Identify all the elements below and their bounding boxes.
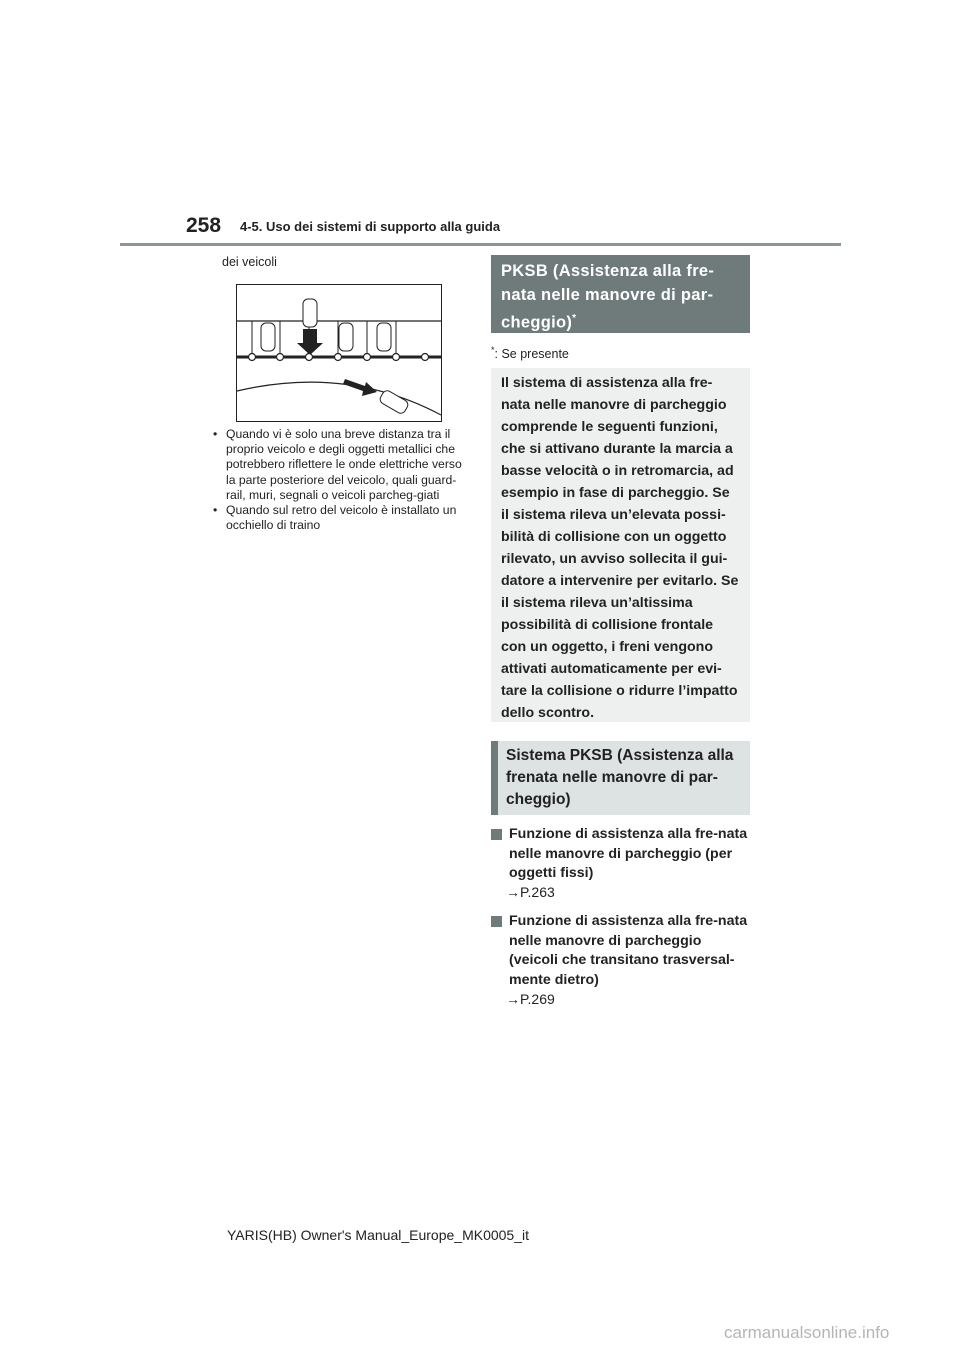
square-bullet-icon	[491, 916, 502, 927]
pksb-heading	[491, 255, 750, 333]
page-number: 258	[186, 214, 222, 237]
header-divider	[120, 243, 841, 246]
function-title: Funzione di assistenza alla fre-nata nelle manovre di parcheggio (veicoli che transitano trasversal-mente dietro)	[509, 913, 748, 988]
parked-car-2	[339, 323, 353, 351]
section-title: 4-5. Uso dei sistemi di supporto alla guida	[240, 219, 501, 234]
pksb-info-text: Il sistema di assistenza alla fre-nata nelle manovre di parcheggio comprende le seguenti funzioni, che si attivano durante la marcia a basse velocità o in retromarcia, ad esempio in fase di parcheggio. Se il sistema rileva un’elevata possi-bilità di collisione con un oggetto rilevato, un avviso sollecita il gui-datore a intervenire per evitarlo. Se il sistema rileva un’altissima possibilità di collisione frontale con un oggetto, i freni vengono attivati automaticamente per evi-tare la collisione o ridurre l’impatto dello scontro.	[501, 375, 739, 721]
footnote	[491, 345, 569, 361]
reversing-car	[303, 299, 317, 327]
left-intro-text: dei veicoli	[222, 255, 277, 269]
pksb-subheading-text: Sistema PKSB (Assistenza alla frenata nelle manovre di par-cheggio)	[506, 747, 734, 808]
function-title: Funzione di assistenza alla fre-nata nelle manovre di parcheggio (per oggetti fissi)	[509, 826, 748, 881]
reverse-arrow-icon	[297, 329, 323, 355]
pksb-info-box	[491, 368, 750, 722]
parked-car-3	[377, 323, 391, 351]
bullet-marker: •	[213, 503, 218, 518]
manual-footer: YARIS(HB) Owner's Manual_Europe_MK0005_it	[227, 1227, 529, 1243]
footnote-asterisk: *	[491, 345, 495, 355]
pksb-subheading	[491, 741, 750, 815]
bullet-marker: •	[213, 427, 218, 441]
page-reference-link[interactable]: →P.263	[506, 884, 555, 900]
parking-diagram-svg	[237, 285, 441, 421]
heading-asterisk: *	[572, 313, 577, 324]
square-bullet-icon	[491, 829, 502, 840]
page-reference-link[interactable]: →P.269	[506, 991, 555, 1007]
footnote-text: : Se presente	[494, 347, 569, 362]
function-item-crossing-vehicles	[491, 912, 753, 990]
condition-bullet-list	[210, 427, 472, 533]
bullet-item	[210, 503, 472, 533]
road-curve	[237, 382, 441, 415]
parked-car-1	[261, 323, 275, 351]
bullet-text: Quando vi è solo una breve distanza tra il proprio veicolo e degli oggetti metallici che potrebbero riflettere le onde elettriche verso la parte posteriore del veicolo, quali guard-rail, muri, segnali o veicoli parcheg-giati	[226, 427, 462, 502]
parking-illustration	[236, 284, 442, 422]
bullet-text: Quando sul retro del veicolo è installato un occhiello di traino	[226, 503, 457, 533]
function-item-fixed-objects	[491, 825, 753, 884]
pksb-heading-text: PKSB (Assistenza alla fre-nata nelle manovre di par-cheggio)	[501, 262, 715, 332]
crossing-car	[378, 389, 409, 415]
watermark-text[interactable]: carmanualsonline.info	[724, 1323, 890, 1342]
bullet-item	[210, 427, 472, 503]
crossing-arrow-icon	[343, 379, 377, 396]
